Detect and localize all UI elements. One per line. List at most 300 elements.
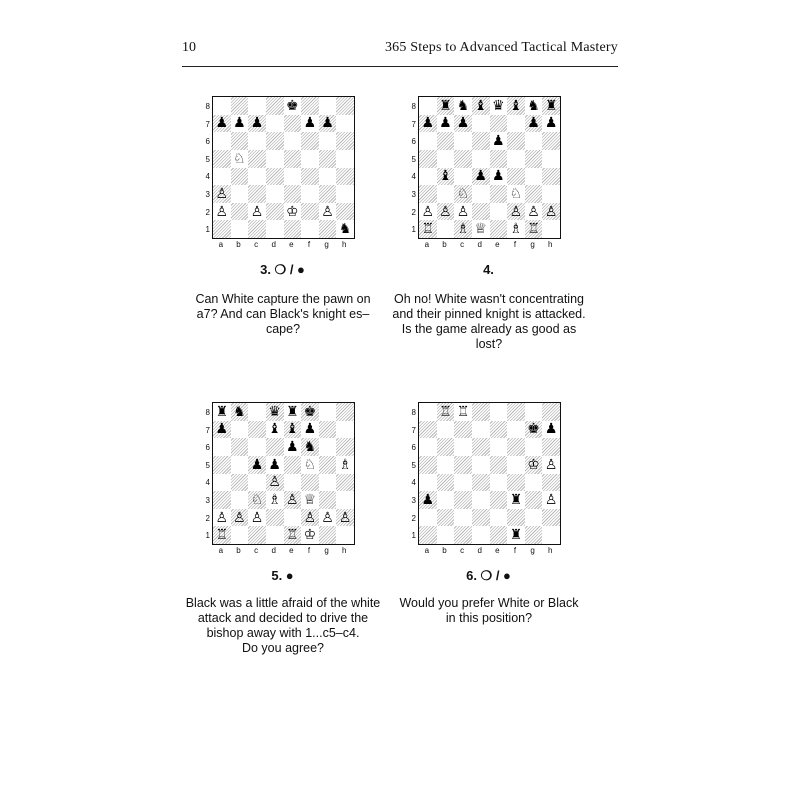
black-bishop-icon: ♝ <box>509 97 523 114</box>
white-pawn-icon: ♙ <box>215 509 229 526</box>
white-pawn-icon: ♙ <box>421 203 435 220</box>
white-rook-icon: ♖ <box>286 527 299 544</box>
square-a4 <box>213 168 231 186</box>
square-h3 <box>336 185 354 203</box>
text-line: Do you agree? <box>241 641 324 655</box>
file-label: c <box>254 240 259 249</box>
file-label: g <box>530 546 535 555</box>
file-label: h <box>547 546 553 555</box>
black-king-icon: ♚ <box>286 97 299 114</box>
square-g5 <box>319 150 337 168</box>
square-c1 <box>454 526 472 544</box>
square-a2 <box>213 203 231 221</box>
text-line: and their pinned knight is attacked. <box>392 307 586 321</box>
white-pawn-icon: ♙ <box>286 491 299 508</box>
rank-label: 3 <box>205 495 210 505</box>
file-label: b <box>236 546 241 555</box>
black-pawn-icon: ♟ <box>492 133 505 150</box>
square-h6 <box>336 132 354 150</box>
file-label: d <box>477 240 482 249</box>
square-h7 <box>336 115 354 133</box>
black-knight-icon: ♞ <box>527 97 540 114</box>
square-g6 <box>319 438 337 456</box>
square-c8 <box>248 97 266 115</box>
square-f6 <box>507 132 525 150</box>
file-label: e <box>289 240 294 249</box>
text-line: Would you prefer White or Black <box>399 596 579 610</box>
square-b3 <box>437 491 455 509</box>
black-pawn-icon: ♟ <box>286 439 299 456</box>
file-labels <box>212 240 353 252</box>
black-pawn-icon: ♟ <box>215 421 229 438</box>
square-c6 <box>248 438 266 456</box>
white-pawn-icon: ♙ <box>527 203 540 220</box>
black-pawn-icon: ♟ <box>421 491 435 508</box>
white-pawn-icon: ♙ <box>544 491 558 508</box>
square-c6 <box>454 132 472 150</box>
file-labels <box>212 546 353 558</box>
square-g8 <box>319 97 337 115</box>
square-c8 <box>454 403 472 421</box>
square-f1 <box>507 526 525 544</box>
square-h2 <box>336 203 354 221</box>
file-label: e <box>495 240 500 249</box>
square-e8 <box>490 403 508 421</box>
puzzle-number: 3. ❍ / ● <box>260 262 305 277</box>
square-b7 <box>231 421 249 439</box>
square-f4 <box>301 168 319 186</box>
white-bishop-icon: ♗ <box>268 491 281 508</box>
square-g6 <box>319 132 337 150</box>
square-h5 <box>542 150 560 168</box>
black-queen-icon: ♛ <box>268 403 281 420</box>
puzzle-number: 4. <box>483 262 494 277</box>
square-a5 <box>419 456 437 474</box>
square-b8 <box>437 403 455 421</box>
file-label: f <box>307 240 311 249</box>
black-pawn-icon: ♟ <box>215 115 229 132</box>
square-c3 <box>248 491 266 509</box>
square-a8 <box>213 97 231 115</box>
white-king-icon: ♔ <box>286 203 299 220</box>
square-g7 <box>525 115 543 133</box>
rank-label: 1 <box>411 531 416 541</box>
black-rook-icon: ♜ <box>286 403 299 420</box>
square-f2 <box>507 203 525 221</box>
square-d7 <box>472 421 490 439</box>
square-g3 <box>525 185 543 203</box>
square-a1 <box>213 220 231 238</box>
rank-label: 5 <box>411 154 416 164</box>
square-d8 <box>472 97 490 115</box>
square-g5 <box>525 150 543 168</box>
rank-label: 4 <box>411 478 416 488</box>
square-e1 <box>284 526 302 544</box>
black-pawn-icon: ♟ <box>250 115 264 132</box>
black-rook-icon: ♜ <box>439 97 452 114</box>
rank-label: 6 <box>205 137 210 147</box>
square-h1 <box>542 220 560 238</box>
white-pawn-icon: ♙ <box>215 203 229 220</box>
square-a4 <box>419 168 437 186</box>
square-b5 <box>437 456 455 474</box>
square-b2 <box>437 509 455 527</box>
square-f1 <box>301 526 319 544</box>
square-f3 <box>507 185 525 203</box>
rank-label: 2 <box>411 207 416 217</box>
puzzle-question <box>386 292 592 352</box>
black-rook-icon: ♜ <box>509 491 523 508</box>
square-d1 <box>266 526 284 544</box>
square-g2 <box>525 203 543 221</box>
white-knight-icon: ♘ <box>303 456 317 473</box>
square-b1 <box>437 526 455 544</box>
square-d4 <box>266 168 284 186</box>
square-b4 <box>231 474 249 492</box>
square-c2 <box>454 203 472 221</box>
white-pawn-icon: ♙ <box>250 509 264 526</box>
file-label: b <box>442 546 447 555</box>
square-d6 <box>266 132 284 150</box>
chessboard <box>212 96 355 239</box>
square-d3 <box>472 491 490 509</box>
square-e6 <box>284 438 302 456</box>
square-d5 <box>472 456 490 474</box>
square-d6 <box>266 438 284 456</box>
square-e5 <box>490 456 508 474</box>
square-c5 <box>454 150 472 168</box>
white-pawn-icon: ♙ <box>544 203 558 220</box>
page-number: 10 <box>182 40 196 55</box>
square-h6 <box>336 438 354 456</box>
white-bishop-icon: ♗ <box>456 221 470 238</box>
square-b2 <box>231 509 249 527</box>
black-rook-icon: ♜ <box>509 527 523 544</box>
file-label: e <box>495 546 500 555</box>
square-c5 <box>454 456 472 474</box>
white-knight-icon: ♘ <box>233 150 246 167</box>
square-f7 <box>301 421 319 439</box>
square-h8 <box>542 403 560 421</box>
square-e7 <box>490 115 508 133</box>
square-d3 <box>266 491 284 509</box>
square-g8 <box>525 403 543 421</box>
square-c1 <box>248 220 266 238</box>
rank-label: 8 <box>205 408 210 417</box>
square-c3 <box>454 185 472 203</box>
file-label: e <box>289 546 294 555</box>
rank-label: 2 <box>205 513 210 523</box>
white-knight-icon: ♘ <box>250 491 264 508</box>
white-pawn-icon: ♙ <box>268 474 281 491</box>
square-d7 <box>266 115 284 133</box>
square-c4 <box>454 474 472 492</box>
square-e1 <box>490 526 508 544</box>
rank-label: 6 <box>411 137 416 147</box>
square-g1 <box>319 526 337 544</box>
black-pawn-icon: ♟ <box>544 115 558 132</box>
file-label: b <box>442 240 447 249</box>
file-label: h <box>341 546 347 555</box>
square-h4 <box>336 474 354 492</box>
file-labels <box>418 240 559 252</box>
square-f3 <box>507 491 525 509</box>
square-e1 <box>284 220 302 238</box>
square-b1 <box>231 220 249 238</box>
text-line: Is the game already as good as <box>401 322 577 336</box>
square-b7 <box>437 421 455 439</box>
white-pawn-icon: ♙ <box>544 456 558 473</box>
square-e2 <box>284 203 302 221</box>
square-a6 <box>419 132 437 150</box>
square-a3 <box>419 185 437 203</box>
rank-labels <box>406 98 416 239</box>
black-pawn-icon: ♟ <box>303 115 317 132</box>
black-pawn-icon: ♟ <box>439 115 452 132</box>
square-d5 <box>472 150 490 168</box>
square-e4 <box>284 474 302 492</box>
chessboard <box>418 402 561 545</box>
white-queen-icon: ♕ <box>474 221 487 238</box>
square-f3 <box>301 491 319 509</box>
square-g3 <box>319 491 337 509</box>
square-e3 <box>284 491 302 509</box>
file-label: f <box>513 546 517 555</box>
white-knight-icon: ♘ <box>456 185 470 202</box>
square-h3 <box>336 491 354 509</box>
square-c6 <box>248 132 266 150</box>
white-pawn-icon: ♙ <box>215 185 229 202</box>
square-f6 <box>507 438 525 456</box>
diagram <box>406 94 626 254</box>
file-label: c <box>460 546 465 555</box>
rank-label: 5 <box>411 460 416 470</box>
white-pawn-icon: ♙ <box>509 203 523 220</box>
rank-label: 3 <box>205 189 210 199</box>
square-f2 <box>301 203 319 221</box>
square-g2 <box>319 203 337 221</box>
square-a7 <box>419 421 437 439</box>
square-b2 <box>437 203 455 221</box>
square-e4 <box>490 168 508 186</box>
square-d3 <box>472 185 490 203</box>
square-c5 <box>248 456 266 474</box>
square-f8 <box>507 97 525 115</box>
square-c7 <box>454 421 472 439</box>
square-h3 <box>542 491 560 509</box>
white-knight-icon: ♘ <box>509 185 523 202</box>
square-b4 <box>437 168 455 186</box>
rank-label: 2 <box>411 513 416 523</box>
rank-label: 1 <box>205 225 210 235</box>
square-e1 <box>490 220 508 238</box>
white-bishop-icon: ♗ <box>338 456 352 473</box>
diagram <box>406 400 626 560</box>
square-h5 <box>542 456 560 474</box>
file-label: a <box>218 546 224 555</box>
square-g5 <box>319 456 337 474</box>
square-d7 <box>266 421 284 439</box>
black-pawn-icon: ♟ <box>250 456 264 473</box>
square-b1 <box>231 526 249 544</box>
square-c2 <box>248 509 266 527</box>
rank-label: 8 <box>411 102 416 111</box>
square-f8 <box>301 403 319 421</box>
square-f8 <box>507 403 525 421</box>
square-e5 <box>284 150 302 168</box>
square-d5 <box>266 456 284 474</box>
square-b8 <box>231 97 249 115</box>
square-b3 <box>231 185 249 203</box>
square-f5 <box>507 456 525 474</box>
square-g4 <box>319 474 337 492</box>
black-knight-icon: ♞ <box>303 439 317 456</box>
square-e7 <box>284 421 302 439</box>
square-b1 <box>437 220 455 238</box>
black-pawn-icon: ♟ <box>527 115 540 132</box>
square-b5 <box>231 456 249 474</box>
square-g8 <box>525 97 543 115</box>
file-label: d <box>477 546 482 555</box>
square-a5 <box>213 456 231 474</box>
square-e6 <box>490 438 508 456</box>
text-line: bishop away with 1...c5–c4. <box>206 626 360 640</box>
square-g7 <box>319 421 337 439</box>
white-king-icon: ♔ <box>527 456 540 473</box>
file-label: f <box>307 546 311 555</box>
text-line: Oh no! White wasn't concentrating <box>394 292 584 306</box>
square-a6 <box>213 132 231 150</box>
square-a1 <box>419 526 437 544</box>
black-bishop-icon: ♝ <box>268 421 281 438</box>
file-label: c <box>254 546 259 555</box>
puzzle-number: 6. ❍ / ● <box>466 568 511 583</box>
square-h7 <box>542 421 560 439</box>
square-e7 <box>490 421 508 439</box>
white-pawn-icon: ♙ <box>233 509 246 526</box>
black-king-icon: ♚ <box>527 421 540 438</box>
white-rook-icon: ♖ <box>215 527 229 544</box>
square-b3 <box>231 491 249 509</box>
rank-labels <box>200 98 210 239</box>
square-g6 <box>525 132 543 150</box>
rank-label: 4 <box>205 478 210 488</box>
square-e8 <box>284 97 302 115</box>
square-d8 <box>266 97 284 115</box>
text-line: Black was a little afraid of the white <box>185 596 381 610</box>
square-g8 <box>319 403 337 421</box>
diagram <box>200 400 420 560</box>
square-c2 <box>454 509 472 527</box>
text-line: a7? And can Black's knight es– <box>196 307 370 321</box>
square-f2 <box>301 509 319 527</box>
file-label: d <box>271 240 276 249</box>
chessboard <box>212 402 355 545</box>
square-c8 <box>248 403 266 421</box>
file-label: g <box>324 546 329 555</box>
square-b7 <box>437 115 455 133</box>
black-pawn-icon: ♟ <box>492 168 505 185</box>
file-label: a <box>218 240 224 249</box>
black-pawn-icon: ♟ <box>421 115 435 132</box>
square-e4 <box>284 168 302 186</box>
square-a8 <box>213 403 231 421</box>
white-queen-icon: ♕ <box>303 491 317 508</box>
file-label: h <box>341 240 347 249</box>
white-pawn-icon: ♙ <box>250 203 264 220</box>
white-bishop-icon: ♗ <box>509 221 523 238</box>
square-b6 <box>437 132 455 150</box>
white-rook-icon: ♖ <box>456 403 470 420</box>
square-f3 <box>301 185 319 203</box>
square-h6 <box>542 438 560 456</box>
square-f1 <box>301 220 319 238</box>
square-b5 <box>231 150 249 168</box>
black-rook-icon: ♜ <box>215 403 229 420</box>
square-b2 <box>231 203 249 221</box>
square-h2 <box>542 203 560 221</box>
square-e4 <box>490 474 508 492</box>
square-h2 <box>542 509 560 527</box>
square-c4 <box>454 168 472 186</box>
square-d2 <box>472 203 490 221</box>
puzzle-number: 5. ● <box>271 568 294 583</box>
white-rook-icon: ♖ <box>527 221 540 238</box>
black-pawn-icon: ♟ <box>456 115 470 132</box>
white-rook-icon: ♖ <box>421 221 435 238</box>
square-c7 <box>248 115 266 133</box>
black-king-icon: ♚ <box>303 403 317 420</box>
square-g3 <box>525 491 543 509</box>
square-e3 <box>490 491 508 509</box>
square-d8 <box>472 403 490 421</box>
square-h3 <box>542 185 560 203</box>
square-h7 <box>336 421 354 439</box>
file-label: c <box>460 240 465 249</box>
square-a7 <box>213 115 231 133</box>
rank-label: 4 <box>411 172 416 182</box>
square-f4 <box>507 474 525 492</box>
square-e5 <box>284 456 302 474</box>
square-a6 <box>419 438 437 456</box>
square-c8 <box>454 97 472 115</box>
square-d5 <box>266 150 284 168</box>
square-f4 <box>507 168 525 186</box>
square-c5 <box>248 150 266 168</box>
square-e7 <box>284 115 302 133</box>
square-a4 <box>213 474 231 492</box>
file-label: f <box>513 240 517 249</box>
square-f6 <box>301 438 319 456</box>
rank-label: 2 <box>205 207 210 217</box>
rank-labels <box>406 404 416 545</box>
square-f7 <box>507 115 525 133</box>
white-pawn-icon: ♙ <box>439 203 452 220</box>
square-f7 <box>301 115 319 133</box>
white-pawn-icon: ♙ <box>303 509 317 526</box>
square-e2 <box>490 203 508 221</box>
square-g7 <box>525 421 543 439</box>
text-line: attack and decided to drive the <box>197 611 369 625</box>
book-title: 365 Steps to Advanced Tactical Mastery <box>384 40 618 55</box>
square-b6 <box>231 132 249 150</box>
square-f1 <box>507 220 525 238</box>
square-f7 <box>507 421 525 439</box>
rank-label: 6 <box>411 443 416 453</box>
square-b6 <box>437 438 455 456</box>
rank-label: 3 <box>411 495 416 505</box>
black-pawn-icon: ♟ <box>268 456 281 473</box>
